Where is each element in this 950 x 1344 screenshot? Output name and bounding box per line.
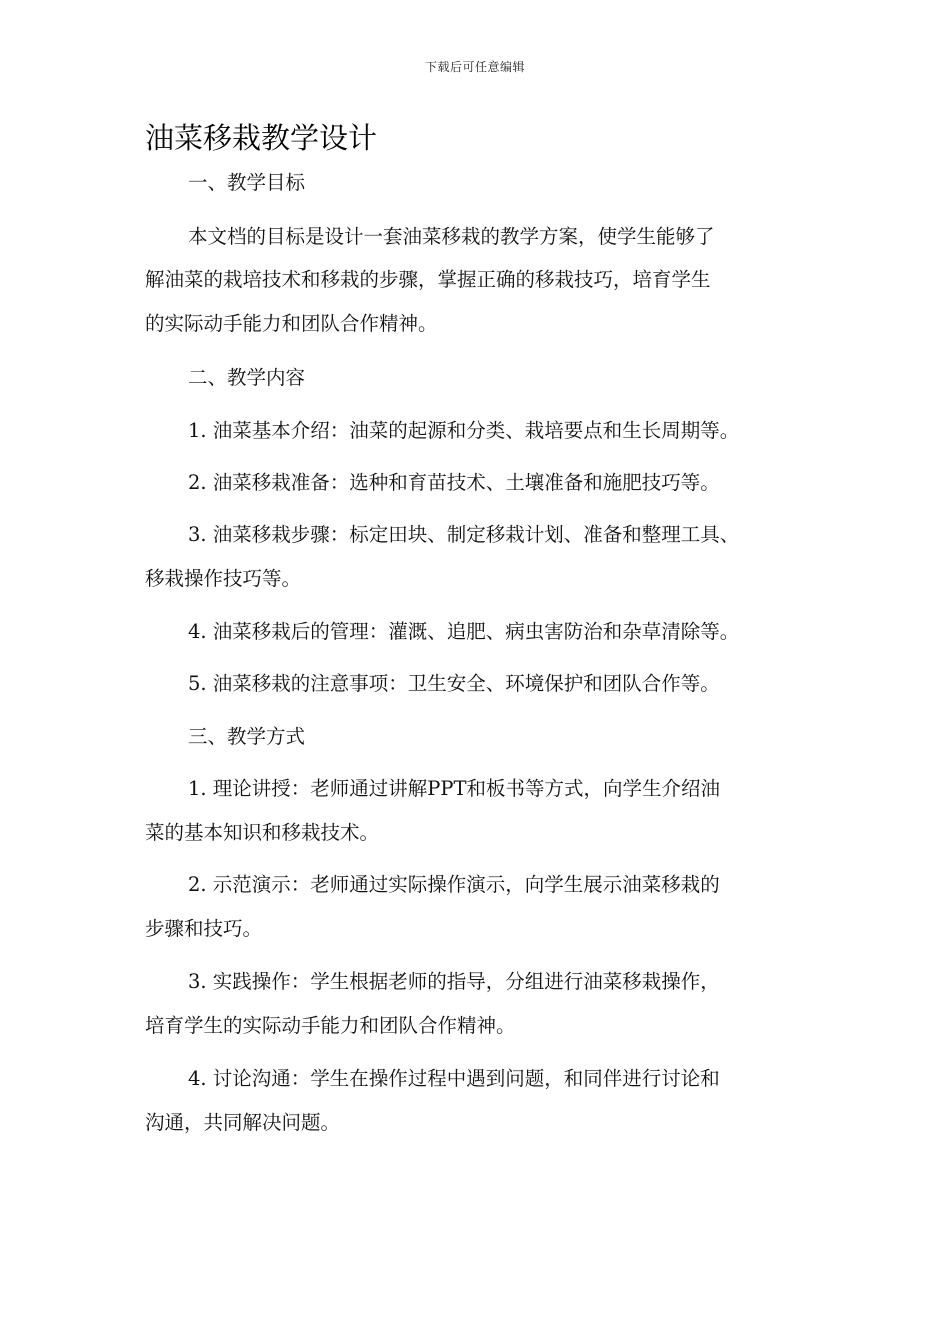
paragraph-line: 的实际动手能力和团队合作精神。 bbox=[145, 312, 438, 335]
list-item-continuation: 步骤和技巧。 bbox=[145, 917, 263, 940]
list-item: 3. 油菜移栽步骤：标定田块、制定移栽计划、准备和整理工具、 bbox=[188, 523, 740, 546]
list-item: 1. 油菜基本介绍：油菜的起源和分类、栽培要点和生长周期等。 bbox=[188, 419, 740, 442]
section-heading-content: 二、教学内容 bbox=[188, 366, 306, 389]
section-heading-objectives: 一、教学目标 bbox=[188, 171, 306, 194]
paragraph-line: 解油菜的栽培技术和移栽的步骤，掌握正确的移栽技巧，培育学生 bbox=[145, 268, 711, 291]
list-item: 2. 示范演示：老师通过实际操作演示，向学生展示油菜移栽的 bbox=[188, 873, 720, 896]
list-item-continuation: 菜的基本知识和移栽技术。 bbox=[145, 821, 380, 844]
list-item-continuation: 移栽操作技巧等。 bbox=[145, 567, 302, 590]
document-body bbox=[145, 0, 825, 1344]
list-item: 3. 实践操作：学生根据老师的指导，分组进行油菜移栽操作， bbox=[188, 970, 720, 993]
paragraph-line: 本文档的目标是设计一套油菜移栽的教学方案，使学生能够了 bbox=[188, 225, 715, 248]
section-heading-methods: 三、教学方式 bbox=[188, 725, 306, 748]
list-item: 4. 讨论沟通：学生在操作过程中遇到问题，和同伴进行讨论和 bbox=[188, 1067, 720, 1090]
list-item: 2. 油菜移栽准备：选种和育苗技术、土壤准备和施肥技巧等。 bbox=[188, 471, 720, 494]
list-item: 5. 油菜移栽的注意事项：卫生安全、环境保护和团队合作等。 bbox=[188, 672, 720, 695]
header-note: 下载后可任意编辑 bbox=[424, 60, 525, 74]
list-item: 1. 理论讲授：老师通过讲解PPT和板书等方式，向学生介绍油 bbox=[188, 777, 721, 800]
list-item-continuation: 培育学生的实际动手能力和团队合作精神。 bbox=[145, 1014, 516, 1037]
list-item: 4. 油菜移栽后的管理：灌溉、追肥、病虫害防治和杂草清除等。 bbox=[188, 620, 740, 643]
document-title: 油菜移栽教学设计 bbox=[145, 121, 378, 155]
list-item-continuation: 沟通，共同解决问题。 bbox=[145, 1111, 341, 1134]
